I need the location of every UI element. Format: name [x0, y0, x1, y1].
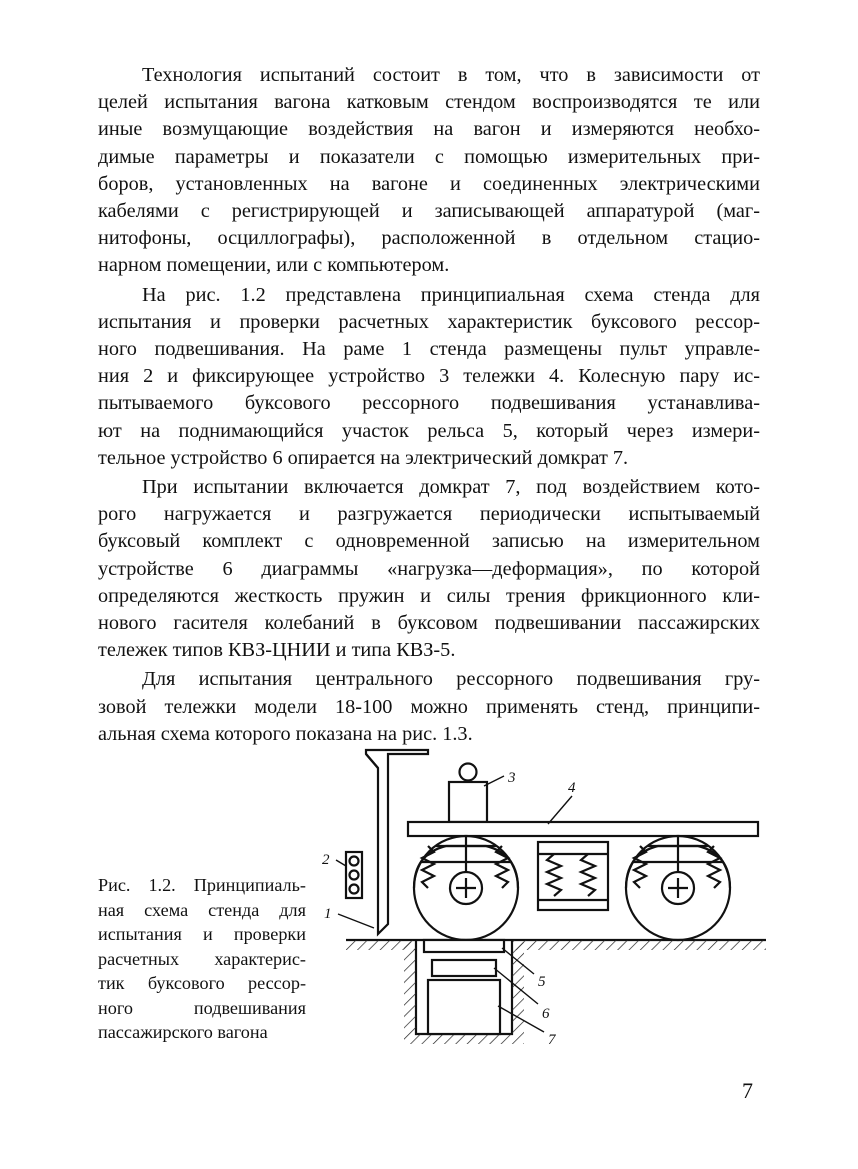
- text-line: иные возмущающие воздействия на вагон и измеряются необхо-: [98, 118, 760, 141]
- text-line: зовой тележки модели 18-100 можно применять стенд, принципи-: [98, 695, 760, 718]
- body-text: [98, 62, 760, 750]
- fixing-device: [449, 782, 487, 822]
- caption-line: Рис. 1.2. Принципиаль-: [98, 875, 306, 895]
- text-line: нитофоны, осциллографы), расположенной в отдельном стацио-: [98, 227, 760, 250]
- paragraph-3: [98, 474, 760, 664]
- paragraph-2: [98, 282, 760, 472]
- text-line: При испытании включается домкрат 7, под воздействием кото-: [142, 476, 760, 499]
- label-3: 3: [508, 770, 516, 786]
- caption-line: расчетных характерис-: [98, 948, 306, 969]
- caption-line: испытания и проверки: [98, 924, 306, 944]
- label-4: 4: [568, 780, 576, 796]
- paragraph-4: [98, 666, 760, 748]
- caption-line: ная схема стенда для: [98, 899, 306, 920]
- text-line: Для испытания центрального рессорного подвешивания гру-: [142, 668, 760, 691]
- text-line: ют на поднимающийся участок рельса 5, который через измери-: [98, 419, 760, 442]
- text-line: ного подвешивания. На раме 1 стенда размещены пульт управле-: [98, 338, 760, 361]
- electric-jack: [428, 980, 500, 1034]
- text-line: На рис. 1.2 представлена принципиальная схема стенда для: [142, 283, 760, 306]
- text-line: рого нагружается и разгружается периодически испытываемый: [98, 503, 760, 526]
- text-line: альная схема которого показана на рис. 1.3.: [98, 722, 473, 745]
- page-number: 7: [742, 1078, 753, 1103]
- measuring-device: [432, 960, 496, 976]
- text-line: кабелями с регистрирующей и записывающей аппаратурой (маг-: [98, 200, 760, 223]
- caption-line: тик буксового рессор-: [98, 973, 306, 993]
- text-line: целей испытания вагона катковым стендом воспроизводятся те или: [98, 91, 760, 114]
- bogie-frame: [408, 822, 758, 836]
- caption-line: пассажирского вагона: [98, 1022, 268, 1042]
- text-line: испытания и проверки расчетных характеристик буксового рессор-: [98, 310, 760, 333]
- text-line: нового гасителя колебаний в буксовом подвешивании пассажирских: [98, 612, 760, 635]
- text-line: ния 2 и фиксирующее устройство 3 тележки 4. Колесную пару ис-: [98, 365, 760, 388]
- text-line: тельное устройство 6 опирается на электрический домкрат 7.: [98, 446, 629, 469]
- control-panel: [346, 852, 362, 898]
- text-line: боров, установленных на вагоне и соединенных электрическими: [98, 172, 760, 195]
- label-2: 2: [322, 852, 330, 868]
- label-6: 6: [542, 1006, 550, 1022]
- caption-line: ного подвешивания: [98, 997, 306, 1018]
- stand-diagram: [316, 742, 768, 1060]
- text-line: пытываемого буксового рессорного подвешивания устанавлива-: [98, 392, 760, 415]
- fixing-roller: [460, 764, 477, 781]
- text-line: нарном помещении, или с компьютером.: [98, 254, 450, 277]
- text-line: димые параметры и показатели с помощью измерительных при-: [98, 145, 760, 168]
- paragraph-1: [98, 62, 760, 280]
- rail-section: [424, 940, 504, 952]
- figure-caption: [98, 873, 306, 1045]
- text-line: тележек типов КВЗ-ЦНИИ и типа КВЗ-5.: [98, 639, 456, 662]
- text-line: Технология испытаний состоит в том, что в зависимости от: [142, 64, 760, 86]
- text-line: определяются жесткость пружин и силы трения фрикционного кли-: [98, 584, 760, 607]
- label-7: 7: [548, 1032, 556, 1048]
- text-line: устройстве 6 диаграммы «нагрузка—деформация», по которой: [98, 557, 760, 580]
- label-5: 5: [538, 974, 546, 990]
- label-1: 1: [324, 906, 332, 922]
- text-line: буксовый комплект с одновременной записью на измерительном: [98, 530, 760, 553]
